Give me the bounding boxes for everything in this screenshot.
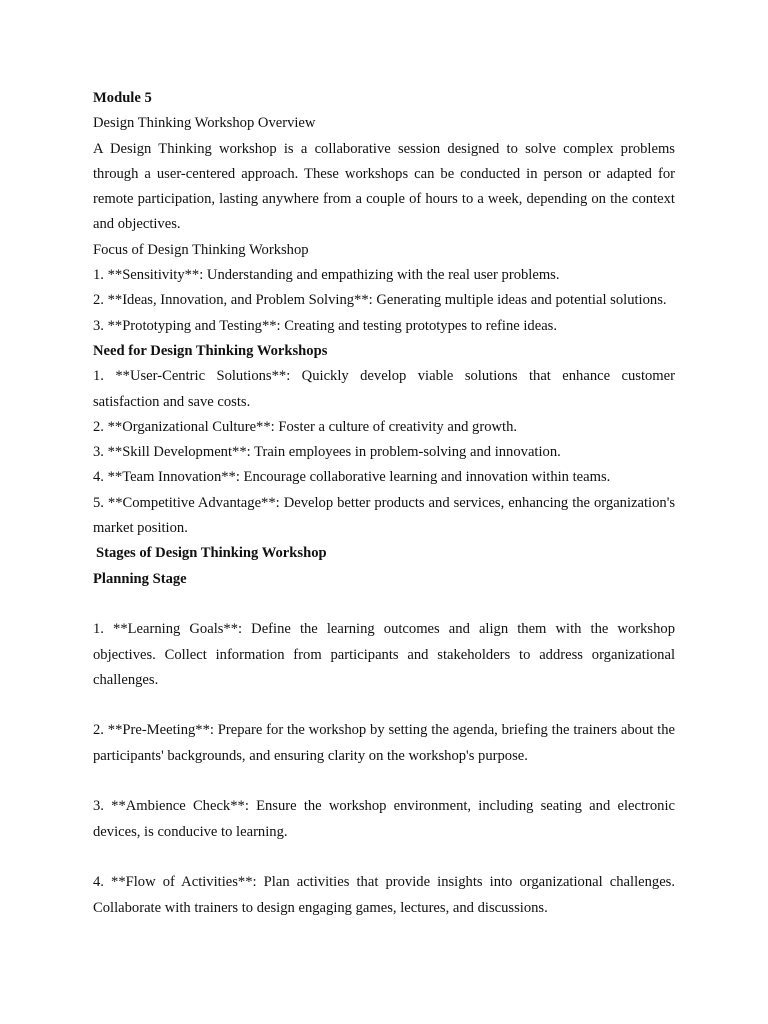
planning-item-1: 1. **Learning Goals**: Define the learning outcomes and align them with the workshop objectives. Collect information from participants and stakeholders to address organizational challenges. — [93, 621, 675, 688]
planning-item-3: 3. **Ambience Check**: Ensure the workshop environment, including seating and electronic devices, is conducive to learning. — [93, 798, 675, 840]
focus-item-3: 3. **Prototyping and Testing**: Creating and testing prototypes to refine ideas. — [93, 317, 558, 334]
module-title: Module 5 — [93, 90, 152, 106]
need-heading: Need for Design Thinking Workshops — [93, 342, 328, 359]
need-item-1: 1. **User-Centric Solutions**: Quickly develop viable solutions that enhance customer satisfaction and save costs. — [93, 368, 675, 410]
spacer — [93, 769, 675, 794]
need-item-4: 4. **Team Innovation**: Encourage collaborative learning and innovation within teams. — [93, 469, 611, 486]
spacer — [93, 592, 675, 617]
planning-item-2: 2. **Pre-Meeting**: Prepare for the workshop by setting the agenda, briefing the trainers about the participants' backgrounds, and ensuring clarity on the workshop's purpose. — [93, 722, 675, 764]
focus-item-2: 2. **Ideas, Innovation, and Problem Solving**: Generating multiple ideas and potential solutions. — [93, 292, 667, 309]
stages-heading: Stages of Design Thinking Workshop — [96, 545, 327, 562]
focus-item-1: 1. **Sensitivity**: Understanding and empathizing with the real user problems. — [93, 267, 560, 284]
spacer — [93, 693, 675, 718]
need-item-5: 5. **Competitive Advantage**: Develop better products and services, enhancing the organization's market position. — [93, 494, 675, 537]
overview-paragraph: A Design Thinking workshop is a collaborative session designed to solve complex problems through a user-centered approach. These workshops can be conducted in person or adapted for remote participation, lasting anywhere from a couple of hours to a week, depending on the context and objectives. — [93, 140, 675, 233]
need-item-3: 3. **Skill Development**: Train employees in problem-solving and innovation. — [93, 444, 561, 461]
document-body — [93, 86, 675, 921]
spacer — [93, 845, 675, 870]
overview-heading: Design Thinking Workshop Overview — [93, 115, 316, 132]
focus-heading: Focus of Design Thinking Workshop — [93, 241, 309, 258]
planning-heading: Planning Stage — [93, 570, 187, 587]
planning-item-4: 4. **Flow of Activities**: Plan activities that provide insights into organizational challenges. Collaborate with trainers to design engaging games, lectures, and discussions. — [93, 874, 675, 916]
need-item-2: 2. **Organizational Culture**: Foster a culture of creativity and growth. — [93, 418, 518, 435]
